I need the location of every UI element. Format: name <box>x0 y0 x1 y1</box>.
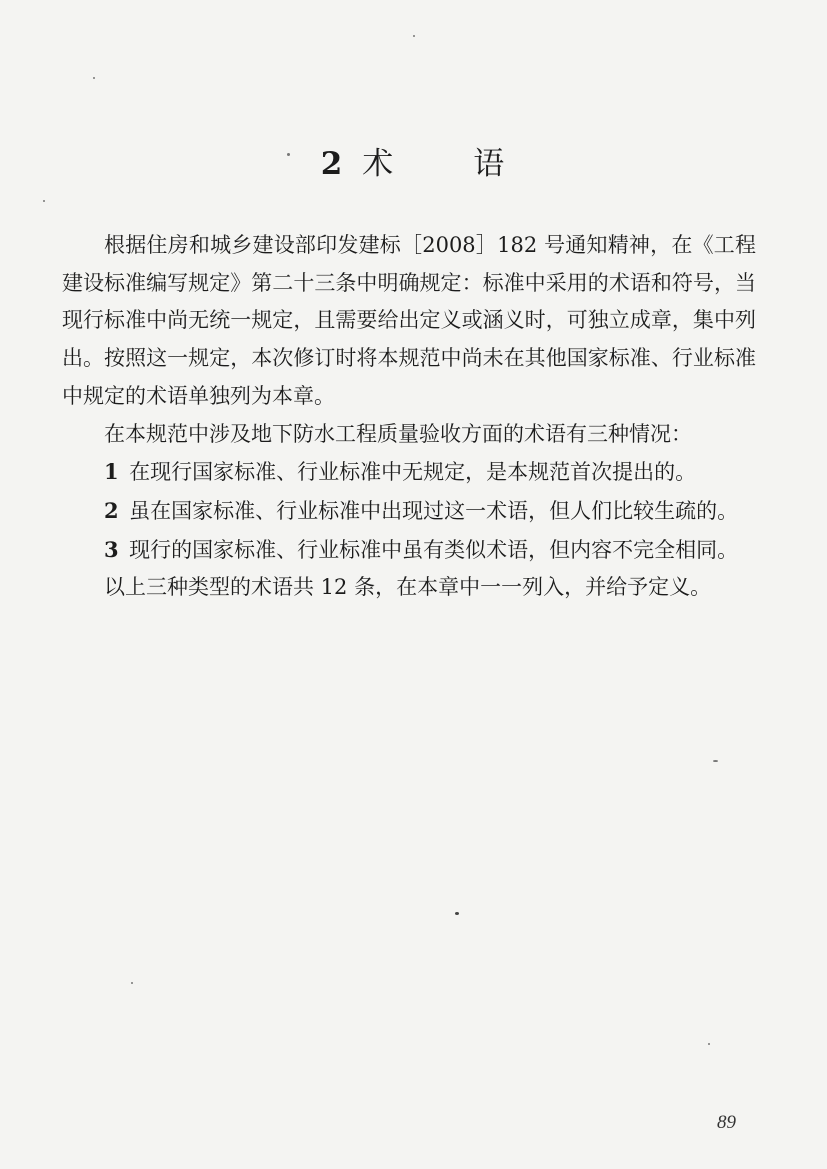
scan-speck <box>287 153 290 156</box>
scan-speck <box>713 760 718 762</box>
scan-speck <box>131 982 133 984</box>
list-item-number: 3 <box>104 536 119 562</box>
list-item-2 <box>62 492 756 531</box>
list-item-number: 1 <box>104 459 119 485</box>
paragraph-summary <box>62 569 756 607</box>
paragraph-text: 根据住房和城乡建设部印发建标［2008］182 号通知精神，在《工程建设标准编写规定》第二十三条中明确规定：标准中采用的术语和符号，当现行标准中尚无统一规定，且需要给出定义或涵义时，可独立成章，集中列出。按照这一规定，本次修订时将本规范中尚未在其他国家标准、行业标准中规定的术语单独列为本章。 <box>62 233 756 408</box>
chapter-title-char-2: 语 <box>473 146 507 182</box>
paragraph-text: 以上三种类型的术语共 12 条，在本章中一一列入，并给予定义。 <box>104 575 712 600</box>
body-text <box>62 227 756 607</box>
page-number: 89 <box>717 1112 736 1133</box>
list-item-3 <box>62 531 756 570</box>
paragraph-text: 在现行国家标准、行业标准中无规定，是本规范首次提出的。 <box>129 460 697 485</box>
paragraph-text: 现行的国家标准、行业标准中虽有类似术语，但内容不完全相同。 <box>129 537 739 562</box>
paragraph-cases <box>62 416 756 454</box>
chapter-number: 2 <box>320 146 345 182</box>
chapter-title <box>0 138 827 183</box>
paragraph-intro <box>62 227 756 416</box>
scan-speck <box>413 35 415 37</box>
scan-speck <box>708 1043 710 1045</box>
list-item-number: 2 <box>104 497 119 523</box>
scan-speck <box>455 912 459 915</box>
paragraph-text: 虽在国家标准、行业标准中出现过这一术语，但人们比较生疏的。 <box>129 498 739 523</box>
list-item-1 <box>62 453 756 492</box>
paragraph-text: 在本规范中涉及地下防水工程质量验收方面的术语有三种情况： <box>104 421 692 446</box>
scan-speck <box>93 77 95 79</box>
chapter-title-char-1: 术 <box>362 146 396 182</box>
scan-speck <box>43 200 45 202</box>
